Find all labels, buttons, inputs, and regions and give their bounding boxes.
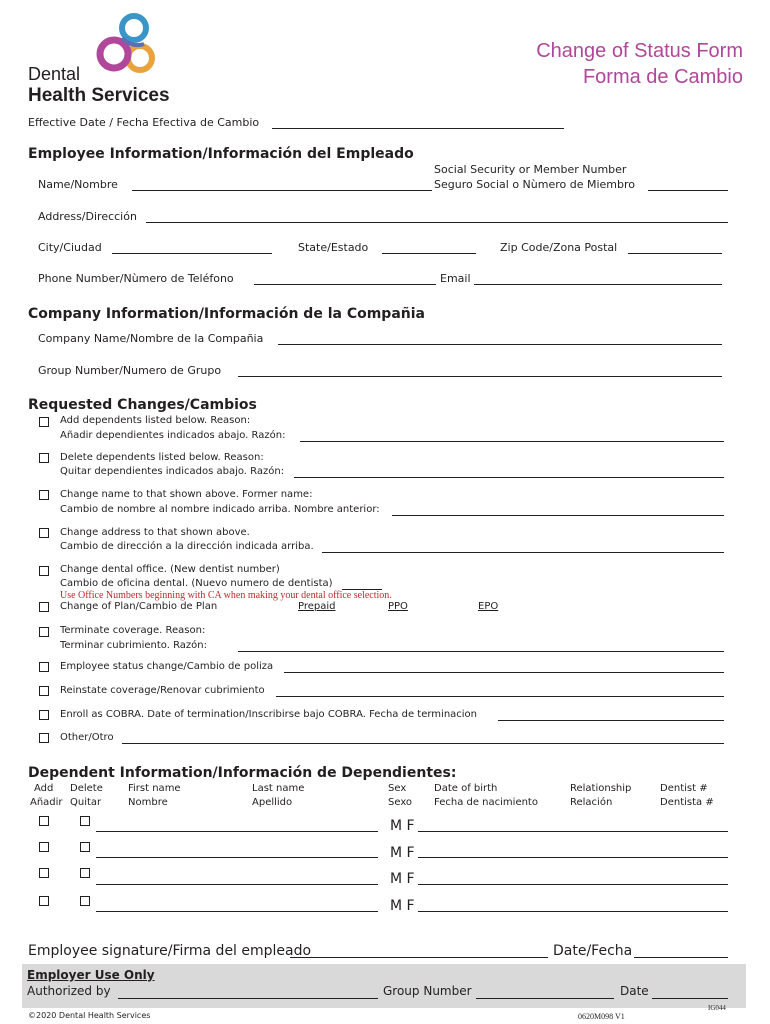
- dependent-sex-options[interactable]: M F: [390, 845, 415, 861]
- signature-field[interactable]: [290, 957, 548, 958]
- reinstate-label: Reinstate coverage/Renovar cubrimiento: [60, 685, 265, 696]
- group-number-label: Group Number/Numero de Grupo: [38, 364, 222, 377]
- cobra-label: Enroll as COBRA. Date of termination/Inscribirse bajo COBRA. Fecha de terminacion: [60, 709, 478, 720]
- dependent-delete-checkbox[interactable]: [80, 868, 90, 878]
- form-id: IG044: [708, 1004, 726, 1012]
- reinstate-field[interactable]: [276, 696, 724, 697]
- dependent-add-checkbox[interactable]: [39, 816, 49, 826]
- change-office-label: Change dental office. (New dentist number): [60, 564, 280, 575]
- reinstate-checkbox[interactable]: [39, 686, 49, 696]
- dependent-name-field[interactable]: [96, 884, 378, 885]
- employer-group-field[interactable]: [476, 998, 614, 999]
- company-name-label: Company Name/Nombre de la Compañia: [38, 332, 264, 345]
- dependent-delete-checkbox[interactable]: [80, 842, 90, 852]
- add-dependents-label-es: Añadir dependientes indicados abajo. Razón:: [60, 430, 286, 441]
- col-delete-es: Quitar: [70, 797, 102, 808]
- dependent-delete-checkbox[interactable]: [80, 816, 90, 826]
- delete-dependents-label: Delete dependents listed below. Reason:: [60, 452, 264, 463]
- change-office-checkbox[interactable]: [39, 566, 49, 576]
- col-last-name: Last name: [252, 783, 305, 794]
- delete-dependents-reason-field[interactable]: [294, 477, 724, 478]
- col-relationship: Relationship: [570, 783, 632, 794]
- name-field[interactable]: [132, 190, 432, 191]
- cobra-date-field[interactable]: [498, 720, 724, 721]
- col-dentist-es: Dentista #: [660, 797, 714, 808]
- col-add: Add: [34, 783, 54, 794]
- dependent-name-field[interactable]: [96, 831, 378, 832]
- terminate-label-es: Terminar cubrimiento. Razón:: [60, 640, 208, 651]
- other-label: Other/Otro: [60, 732, 114, 743]
- status-change-checkbox[interactable]: [39, 662, 49, 672]
- add-dependents-reason-field[interactable]: [300, 441, 724, 442]
- change-address-field[interactable]: [322, 552, 724, 553]
- delete-dependents-label-es: Quitar dependientes indicados abajo. Razón:: [60, 466, 285, 477]
- col-delete: Delete: [70, 783, 103, 794]
- dependent-sex-options[interactable]: M F: [390, 898, 415, 914]
- city-label: City/Ciudad: [38, 241, 102, 254]
- state-field[interactable]: [382, 253, 476, 254]
- employee-heading: Employee Information/Información del Empleado: [28, 146, 414, 162]
- terminate-reason-field[interactable]: [238, 651, 724, 652]
- col-dob: Date of birth: [434, 783, 498, 794]
- logo-ring-purple: [100, 40, 128, 68]
- employer-date-field[interactable]: [652, 998, 728, 999]
- brand-line1: Dental: [28, 64, 81, 84]
- add-dependents-checkbox[interactable]: [39, 417, 49, 427]
- ssn-label-es: Seguro Social o Nùmero de Miembro: [434, 178, 636, 191]
- col-dob-es: Fecha de nacimiento: [434, 797, 538, 808]
- employer-date-label: Date: [620, 984, 649, 998]
- email-label: Email: [440, 272, 471, 285]
- change-address-label-es: Cambio de dirección a la dirección indicada arriba.: [60, 541, 314, 552]
- terminate-label: Terminate coverage. Reason:: [60, 625, 206, 636]
- ssn-field[interactable]: [648, 190, 728, 191]
- col-sex: Sex: [388, 783, 407, 794]
- col-dentist: Dentist #: [660, 783, 708, 794]
- former-name-field[interactable]: [392, 515, 724, 516]
- change-office-label-es: Cambio de oficina dental. (Nuevo numero de dentista): [60, 578, 333, 589]
- change-address-label: Change address to that shown above.: [60, 527, 250, 538]
- change-plan-checkbox[interactable]: [39, 602, 49, 612]
- dependent-name-field[interactable]: [96, 857, 378, 858]
- brand-line2: Health Services: [28, 85, 170, 106]
- dependent-details-field[interactable]: [418, 857, 728, 858]
- authorized-label: Authorized by: [27, 984, 111, 998]
- company-heading: Company Information/Información de la Compañia: [28, 306, 425, 322]
- copyright: ©2020 Dental Health Services: [28, 1011, 151, 1020]
- col-first-name-es: Nombre: [128, 797, 168, 808]
- status-change-field[interactable]: [284, 672, 724, 673]
- dependent-add-checkbox[interactable]: [39, 868, 49, 878]
- signature-date-label: Date/Fecha: [553, 943, 633, 959]
- dependent-details-field[interactable]: [418, 831, 728, 832]
- col-sex-es: Sexo: [388, 797, 413, 808]
- change-address-checkbox[interactable]: [39, 528, 49, 538]
- dependent-details-field[interactable]: [418, 884, 728, 885]
- changes-heading: Requested Changes/Cambios: [28, 397, 257, 413]
- logo-ring-blue: [122, 16, 146, 40]
- company-logo: [92, 8, 164, 80]
- group-number-field[interactable]: [238, 376, 722, 377]
- employer-heading: Employer Use Only: [27, 968, 155, 982]
- cobra-checkbox[interactable]: [39, 710, 49, 720]
- logo-ring-orange: [128, 46, 152, 70]
- form-code: 0620M098 V1: [578, 1012, 625, 1021]
- state-label: State/Estado: [298, 241, 369, 254]
- effective-date-field[interactable]: [272, 128, 564, 129]
- dependent-sex-options[interactable]: M F: [390, 818, 415, 834]
- address-field[interactable]: [146, 222, 728, 223]
- name-label: Name/Nombre: [38, 178, 118, 191]
- dependents-heading: Dependent Information/Información de Dependientes:: [28, 765, 457, 781]
- other-checkbox[interactable]: [39, 733, 49, 743]
- change-name-label: Change name to that shown above. Former name:: [60, 489, 313, 500]
- plan-option-epo[interactable]: EPO: [478, 601, 499, 612]
- col-last-name-es: Apellido: [252, 797, 293, 808]
- form-title-es: Forma de Cambio: [582, 66, 743, 88]
- col-relationship-es: Relación: [570, 797, 613, 808]
- plan-option-ppo[interactable]: PPO: [388, 601, 408, 612]
- city-field[interactable]: [112, 253, 272, 254]
- dependent-add-checkbox[interactable]: [39, 842, 49, 852]
- ssn-label-en: Social Security or Member Number: [434, 163, 627, 176]
- other-field[interactable]: [122, 743, 724, 744]
- zip-field[interactable]: [628, 253, 722, 254]
- dependent-details-field[interactable]: [418, 911, 728, 912]
- office-note: Use Office Numbers beginning with CA when making your dental office selection.: [60, 590, 392, 601]
- terminate-checkbox[interactable]: [39, 627, 49, 637]
- signature-date-field[interactable]: [634, 957, 728, 958]
- zip-label: Zip Code/Zona Postal: [500, 241, 618, 254]
- dependent-delete-checkbox[interactable]: [80, 896, 90, 906]
- col-first-name: First name: [128, 783, 181, 794]
- phone-field[interactable]: [254, 284, 436, 285]
- change-name-checkbox[interactable]: [39, 490, 49, 500]
- delete-dependents-checkbox[interactable]: [39, 453, 49, 463]
- authorized-field[interactable]: [118, 998, 378, 999]
- phone-label: Phone Number/Nùmero de Teléfono: [38, 272, 234, 285]
- company-name-field[interactable]: [278, 344, 722, 345]
- add-dependents-label: Add dependents listed below. Reason:: [60, 415, 251, 426]
- dependent-name-field[interactable]: [96, 911, 378, 912]
- address-label: Address/Dirección: [38, 210, 137, 223]
- change-name-label-es: Cambio de nombre al nombre indicado arriba. Nombre anterior:: [60, 504, 380, 515]
- plan-option-prepaid[interactable]: Prepaid: [298, 601, 336, 612]
- dependent-sex-options[interactable]: M F: [390, 871, 415, 887]
- effective-date-label: Effective Date / Fecha Efectiva de Cambio: [28, 116, 260, 129]
- col-add-es: Añadir: [30, 797, 63, 808]
- dependent-add-checkbox[interactable]: [39, 896, 49, 906]
- change-plan-label: Change of Plan/Cambio de Plan: [60, 601, 218, 612]
- employer-group-label: Group Number: [383, 984, 472, 998]
- status-change-label: Employee status change/Cambio de poliza: [60, 661, 274, 672]
- email-field[interactable]: [474, 284, 722, 285]
- signature-label: Employee signature/Firma del empleado: [28, 943, 312, 959]
- form-title-en: Change of Status Form: [536, 40, 743, 62]
